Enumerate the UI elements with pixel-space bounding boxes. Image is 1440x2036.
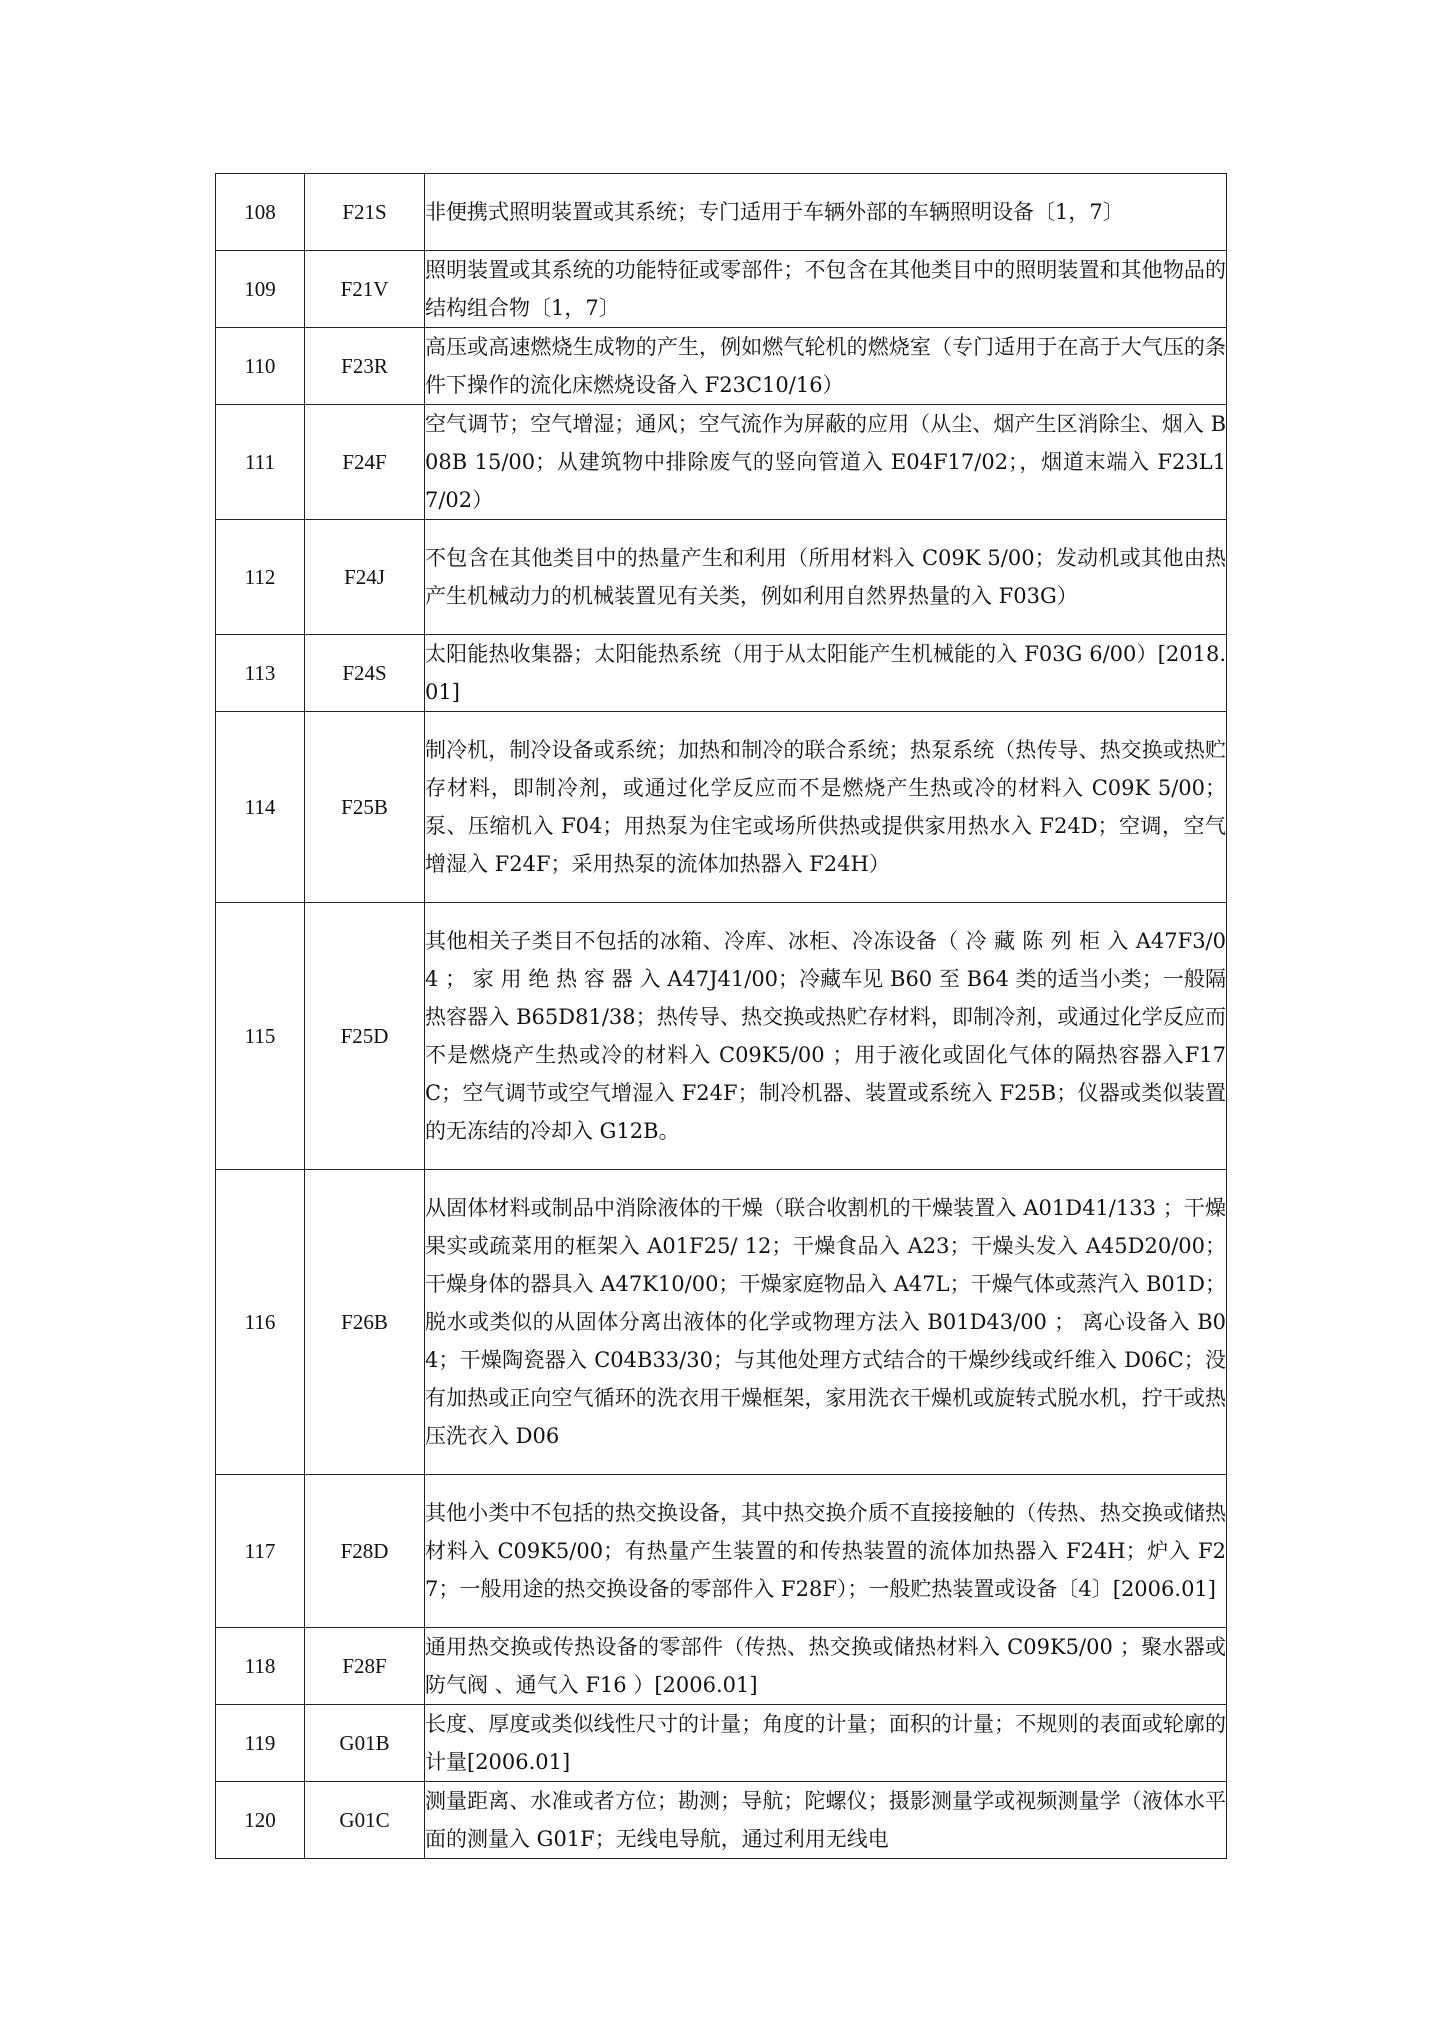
description-text: 其他小类中不包括的热交换设备，其中热交换介质不直接接触的（传热、热交换或储热材料入 C09K5/00；有热量产生装置的和传热装置的流体加热器入 F24H；炉入 F27；一般用途的热交换设备的零部件入 F28F）；一般贮热装置或设备〔4〕[2006.01] xyxy=(425,1501,1226,1601)
table-row xyxy=(216,174,1227,251)
table-row xyxy=(216,1475,1227,1628)
row-number: 111 xyxy=(216,405,305,520)
ipc-description xyxy=(425,1170,1227,1475)
row-number: 119 xyxy=(216,1705,305,1782)
row-number: 109 xyxy=(216,251,305,328)
ipc-code: G01B xyxy=(305,1705,425,1782)
description-text: 不包含在其他类目中的热量产生和利用（所用材料入 C09K 5/00；发动机或其他由热产生机械动力的机械装置见有关类，例如利用自然界热量的入 F03G） xyxy=(425,546,1226,608)
ipc-code: F24S xyxy=(305,635,425,712)
row-number: 117 xyxy=(216,1475,305,1628)
row-number: 108 xyxy=(216,174,305,251)
ipc-description xyxy=(425,1628,1227,1705)
ipc-description xyxy=(425,1475,1227,1628)
ipc-code: F24J xyxy=(305,520,425,635)
description-text: 高压或高速燃烧生成物的产生，例如燃气轮机的燃烧室（专门适用于在高于大气压的条件下操作的流化床燃烧设备入 F23C10/16） xyxy=(425,335,1226,397)
ipc-description xyxy=(425,328,1227,405)
ipc-classification-table xyxy=(215,173,1227,1859)
table-row xyxy=(216,903,1227,1170)
ipc-code: F21S xyxy=(305,174,425,251)
ipc-code: F28F xyxy=(305,1628,425,1705)
row-number: 113 xyxy=(216,635,305,712)
ipc-code: F25D xyxy=(305,903,425,1170)
table-body xyxy=(216,174,1227,1859)
description-text: 照明装置或其系统的功能特征或零部件；不包含在其他类目中的照明装置和其他物品的结构组合物〔1，7〕 xyxy=(425,258,1226,320)
table-row xyxy=(216,520,1227,635)
description-text: 太阳能热收集器；太阳能热系统（用于从太阳能产生机械能的入 F03G 6/00）[2018.01] xyxy=(425,642,1226,704)
row-number: 110 xyxy=(216,328,305,405)
description-text: 其他相关子类目不包括的冰箱、冷库、冰柜、冷冻设备（ 冷 藏 陈 列 柜 入 A47F3/04 ； 家 用 绝 热 容 器 入 A47J41/00；冷藏车见 B60 至 B64 类的适当小类；一般隔热容器入 B65D81/38；热传导、热交换或热贮存材料，即制冷剂，或通过化学反应而不是燃烧产生热或冷的材料入 C09K5/00 ；用于液化或固化气体的隔热容器入F17C；空气调节或空气增湿入 F24F；制冷机器、装置或系统入 F25B；仪器或类似装置的无冻结的冷却入 G12B。 xyxy=(425,929,1226,1143)
ipc-code: G01C xyxy=(305,1782,425,1859)
table-row xyxy=(216,1628,1227,1705)
description-text: 制冷机，制冷设备或系统；加热和制冷的联合系统；热泵系统（热传导、热交换或热贮存材料，即制冷剂，或通过化学反应而不是燃烧产生热或冷的材料入 C09K 5/00；泵、压缩机入 F04；用热泵为住宅或场所供热或提供家用热水入 F24D；空调，空气增湿入 F24F；采用热泵的流体加热器入 F24H） xyxy=(425,738,1226,876)
description-text: 非便携式照明装置或其系统；专门适用于车辆外部的车辆照明设备〔1，7〕 xyxy=(425,200,1124,224)
table-row xyxy=(216,328,1227,405)
ipc-code: F23R xyxy=(305,328,425,405)
description-text: 通用热交换或传热设备的零部件（传热、热交换或储热材料入 C09K5/00 ；聚水器或防气阀 、通气入 F16 ）[2006.01] xyxy=(425,1635,1226,1697)
ipc-description xyxy=(425,251,1227,328)
row-number: 118 xyxy=(216,1628,305,1705)
row-number: 115 xyxy=(216,903,305,1170)
table-row xyxy=(216,712,1227,903)
ipc-description xyxy=(425,1782,1227,1859)
ipc-description xyxy=(425,712,1227,903)
ipc-code: F26B xyxy=(305,1170,425,1475)
description-text: 从固体材料或制品中消除液体的干燥（联合收割机的干燥装置入 A01D41/133 ；干燥果实或疏菜用的框架入 A01F25/ 12；干燥食品入 A23；干燥头发入 A45D20/00；干燥身体的器具入 A47K10/00；干燥家庭物品入 A47L；干燥气体或蒸汽入 B01D；脱水或类似的从固体分离出液体的化学或物理方法入 B01D43/00 ； 离心设备入 B04；干燥陶瓷器入 C04B33/30；与其他处理方式结合的干燥纱线或纤维入 D06C；没有加热或正向空气循环的洗衣用干燥框架，家用洗衣干燥机或旋转式脱水机，拧干或热压洗衣入 D06 xyxy=(425,1196,1226,1448)
ipc-description xyxy=(425,520,1227,635)
table-row xyxy=(216,635,1227,712)
table-row xyxy=(216,1782,1227,1859)
table-row xyxy=(216,1170,1227,1475)
table-row xyxy=(216,405,1227,520)
ipc-description xyxy=(425,405,1227,520)
table-row xyxy=(216,251,1227,328)
row-number: 116 xyxy=(216,1170,305,1475)
description-text: 长度、厚度或类似线性尺寸的计量；角度的计量；面积的计量；不规则的表面或轮廓的计量[2006.01] xyxy=(425,1712,1226,1774)
row-number: 114 xyxy=(216,712,305,903)
ipc-code: F25B xyxy=(305,712,425,903)
description-text: 空气调节；空气增湿；通风；空气流作为屏蔽的应用（从尘、烟产生区消除尘、烟入 B08B 15/00；从建筑物中排除废气的竖向管道入 E04F17/02；，烟道末端入 F23L17/02） xyxy=(425,412,1226,512)
ipc-description xyxy=(425,174,1227,251)
ipc-description xyxy=(425,635,1227,712)
ipc-description xyxy=(425,903,1227,1170)
table-row xyxy=(216,1705,1227,1782)
ipc-code: F21V xyxy=(305,251,425,328)
ipc-description xyxy=(425,1705,1227,1782)
description-text: 测量距离、水准或者方位；勘测；导航；陀螺仪；摄影测量学或视频测量学（液体水平面的测量入 G01F；无线电导航，通过利用无线电 xyxy=(425,1789,1226,1851)
ipc-code: F24F xyxy=(305,405,425,520)
row-number: 120 xyxy=(216,1782,305,1859)
ipc-code: F28D xyxy=(305,1475,425,1628)
row-number: 112 xyxy=(216,520,305,635)
